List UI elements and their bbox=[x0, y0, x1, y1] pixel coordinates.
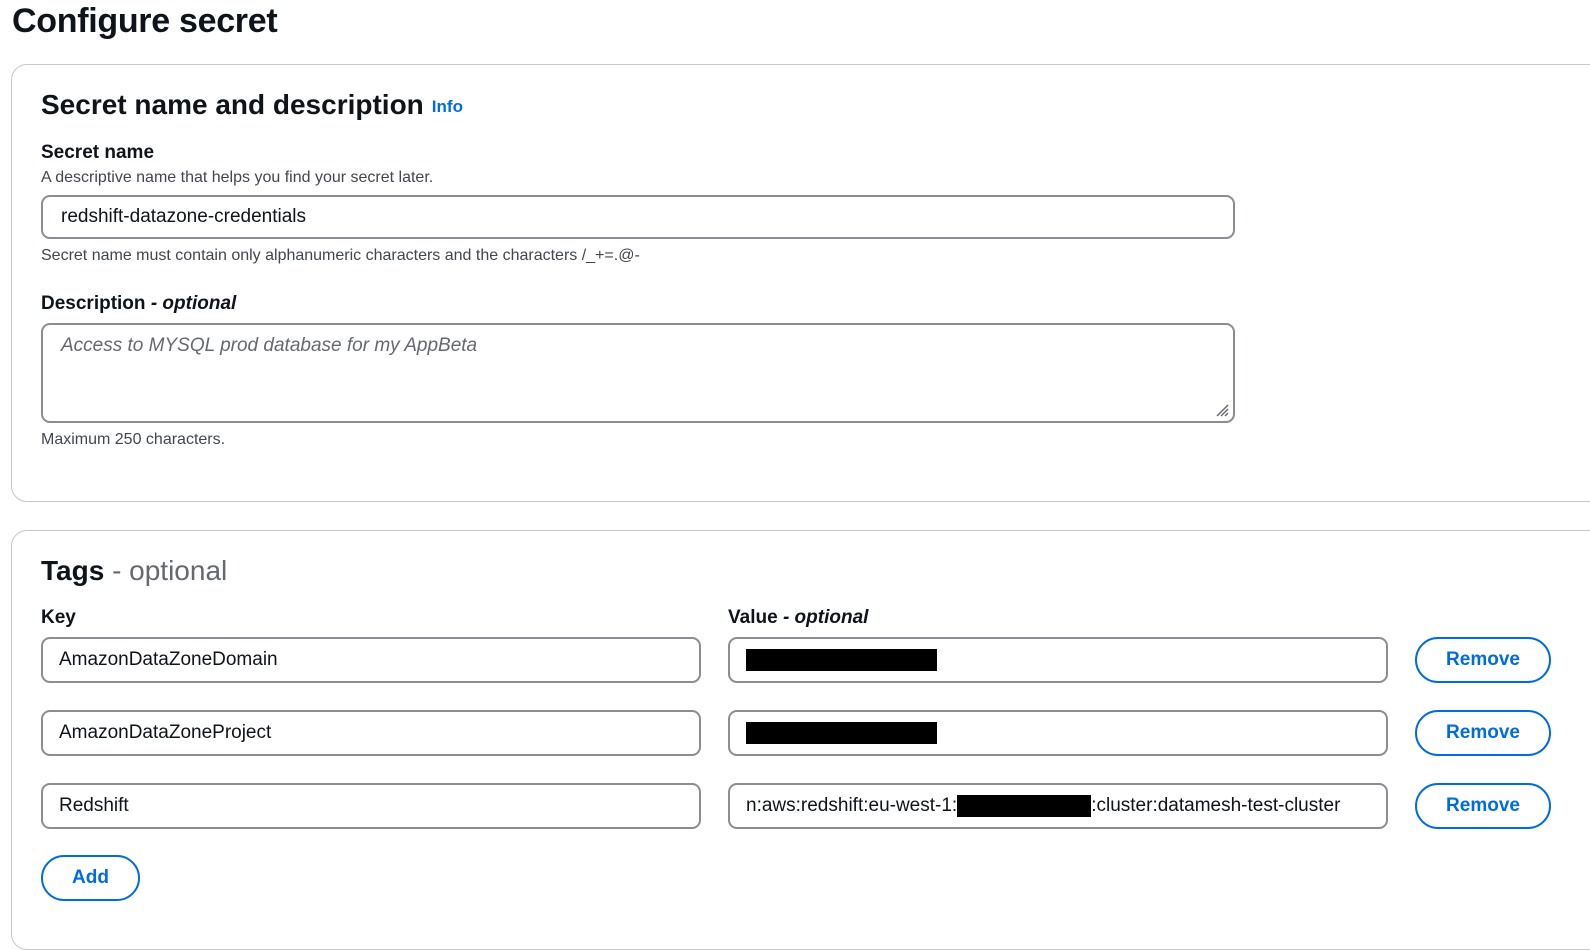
remove-tag-button[interactable]: Remove bbox=[1415, 783, 1551, 829]
secret-section-heading bbox=[41, 89, 463, 121]
remove-tag-button[interactable]: Remove bbox=[1415, 710, 1551, 756]
tag-value-suffix: :cluster:datamesh-test-cluster bbox=[1091, 795, 1341, 816]
value-optional: - optional bbox=[782, 607, 869, 628]
secret-name-description: A descriptive name that helps you find your secret later. bbox=[41, 169, 434, 186]
secret-name-constraint: Secret name must contain only alphanumeric characters and the characters /_+=.@- bbox=[41, 247, 640, 264]
description-label-text: Description bbox=[41, 293, 146, 314]
key-column-header: Key bbox=[41, 607, 76, 628]
tags-title: Tags bbox=[41, 555, 105, 586]
page-title: Configure secret bbox=[12, 2, 278, 40]
tag-value-input[interactable] bbox=[728, 637, 1388, 683]
tag-key-input[interactable] bbox=[41, 637, 701, 683]
description-label bbox=[41, 293, 236, 315]
description-placeholder: Access to MYSQL prod database for my AppBeta bbox=[61, 335, 478, 356]
add-tag-button[interactable]: Add bbox=[41, 855, 140, 901]
redacted-value bbox=[746, 722, 937, 744]
value-header-text: Value bbox=[728, 607, 778, 628]
secret-name-container bbox=[11, 64, 1590, 502]
tag-key-value: Redshift bbox=[59, 795, 129, 816]
tags-optional: - optional bbox=[112, 555, 228, 586]
secret-name-value: redshift-datazone-credentials bbox=[61, 206, 307, 227]
description-optional: - optional bbox=[150, 293, 237, 314]
info-link[interactable]: Info bbox=[431, 97, 463, 116]
tag-value-input[interactable] bbox=[728, 710, 1388, 756]
redacted-value bbox=[746, 649, 937, 671]
secret-name-input[interactable] bbox=[41, 195, 1235, 239]
tag-key-value: AmazonDataZoneProject bbox=[59, 722, 272, 743]
remove-tag-button[interactable]: Remove bbox=[1415, 637, 1551, 683]
tag-key-input[interactable] bbox=[41, 710, 701, 756]
tags-container bbox=[11, 530, 1590, 950]
value-column-header bbox=[728, 607, 868, 629]
resize-handle-icon[interactable] bbox=[1215, 403, 1229, 417]
tag-key-input[interactable] bbox=[41, 783, 701, 829]
description-textarea[interactable] bbox=[41, 323, 1235, 423]
tag-value-input[interactable] bbox=[728, 783, 1388, 829]
secret-name-label: Secret name bbox=[41, 142, 155, 163]
redacted-value bbox=[957, 795, 1091, 817]
tag-key-value: AmazonDataZoneDomain bbox=[59, 649, 278, 670]
tag-value-prefix: n:aws:redshift:eu-west-1: bbox=[746, 795, 958, 816]
description-constraint: Maximum 250 characters. bbox=[41, 431, 226, 448]
secret-section-title: Secret name and description bbox=[41, 89, 424, 120]
tags-heading bbox=[41, 555, 227, 587]
